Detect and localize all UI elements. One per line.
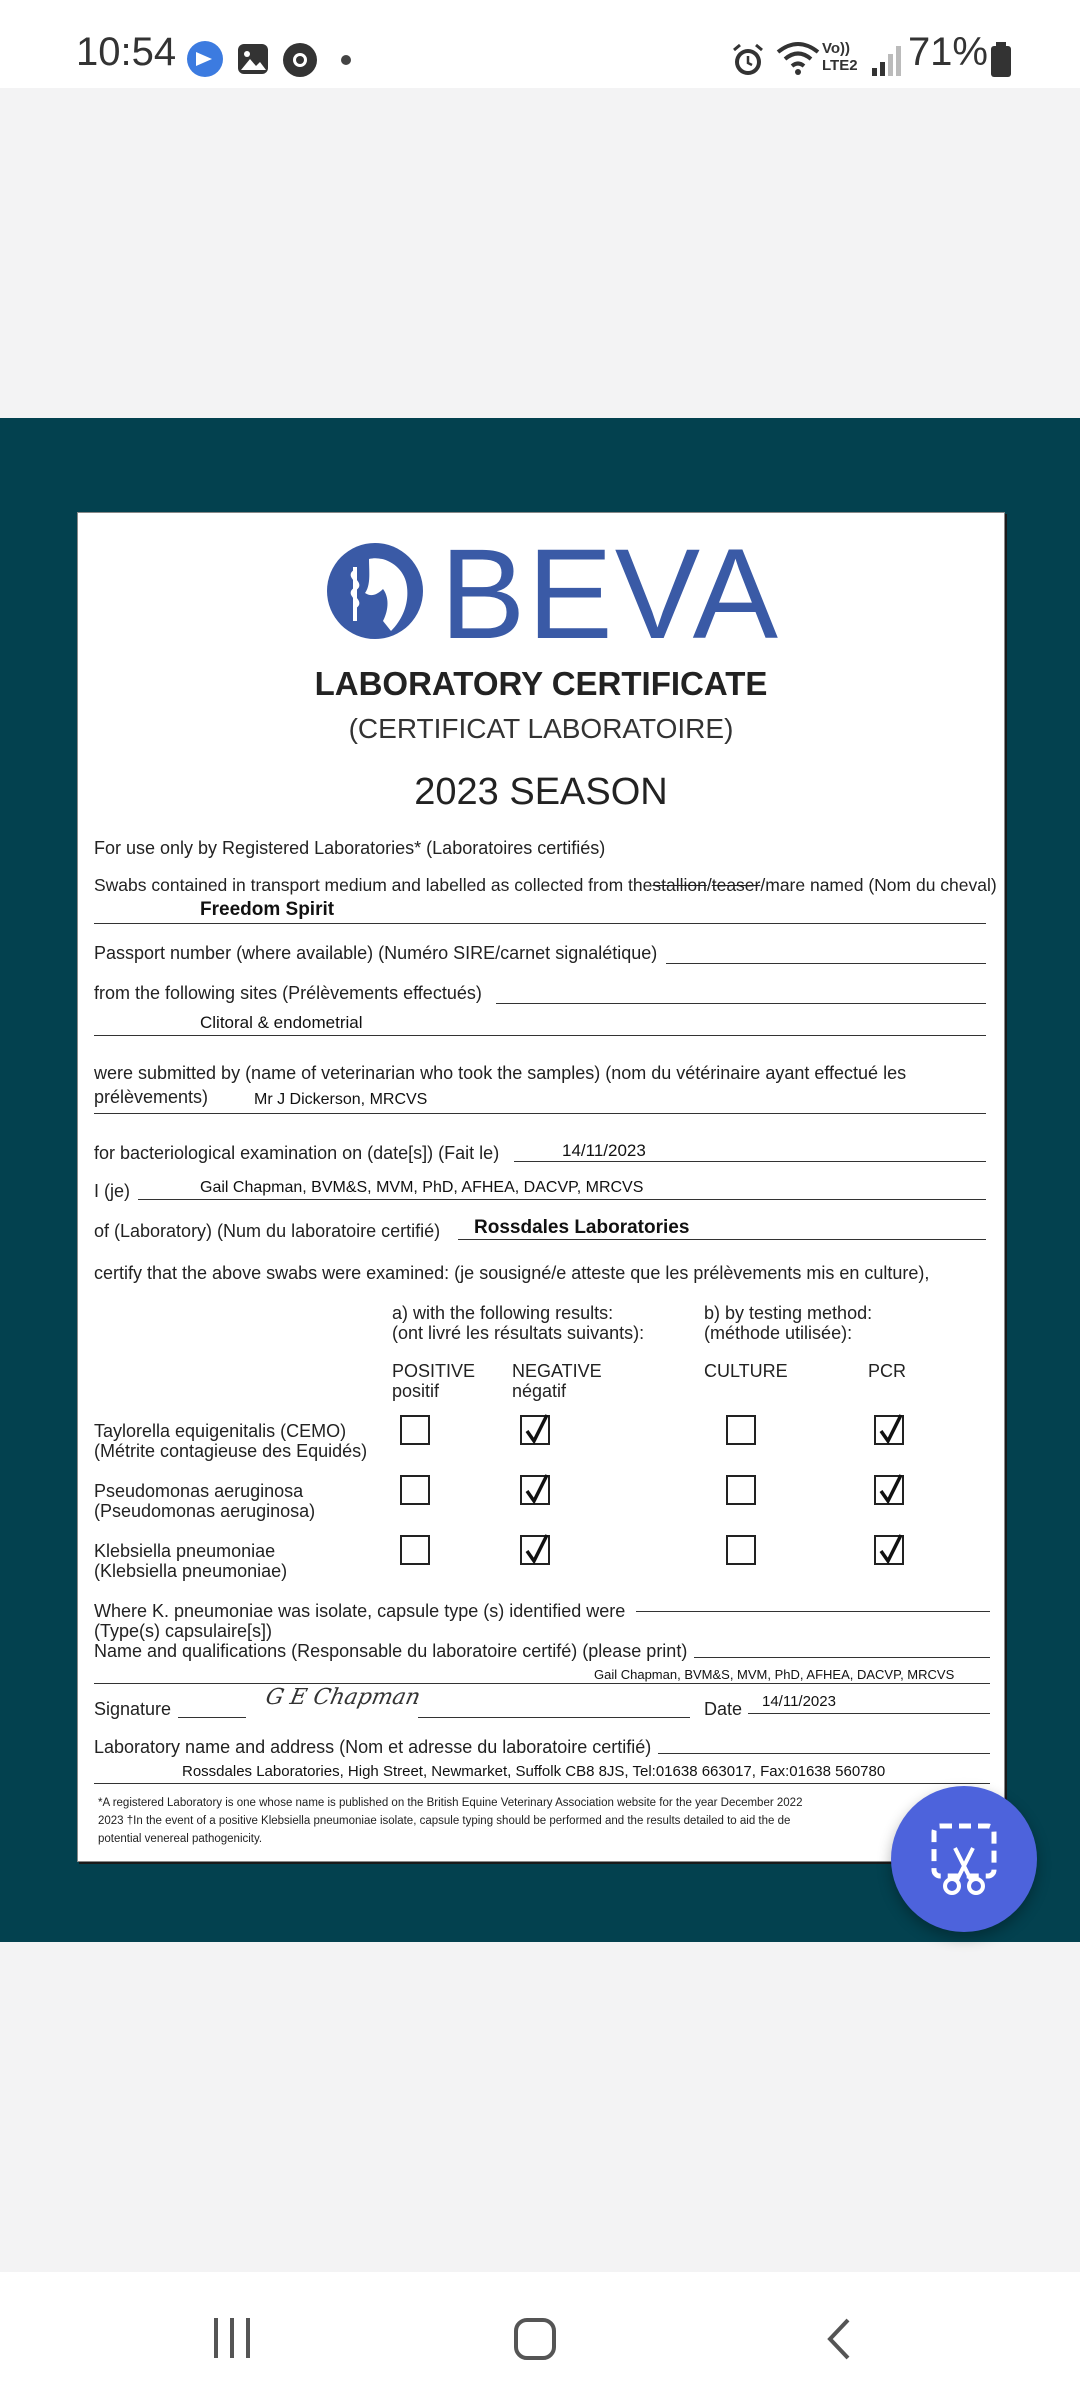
signal-icon [870,44,904,76]
recents-icon[interactable] [210,2316,254,2360]
footnote-1: *A registered Laboratory is one whose name is published on the British Equine Veterinary Association website for the year December 2022 [98,1797,803,1809]
smart-select-button[interactable] [891,1786,1037,1932]
name-qual-value: Gail Chapman, BVM&S, MVM, PhD, AFHEA, DACVP, MRCVS [594,1667,955,1682]
battery-icon [990,42,1012,78]
sites-label: from the following sites (Prélèvements effectués) [94,983,482,1003]
navigation-bar [0,2272,1080,2400]
date-label: Date [704,1699,743,1719]
vet-name-value: Mr J Dickerson, MRCVS [254,1091,428,1108]
checkbox-pcr[interactable] [874,1535,904,1565]
i-line [138,1199,986,1200]
row-klebsiella-label: Klebsiella pneumoniae [94,1541,276,1561]
col-negative: NEGATIVE [512,1361,602,1381]
checkmark-icon [877,1533,907,1567]
results-heading-fr: (ont livré les résultats suivants): [392,1323,645,1343]
col-positive: POSITIVE [392,1361,476,1381]
certifier-name-value: Gail Chapman, BVM&S, MVM, PhD, AFHEA, DACVP, MRCVS [200,1179,644,1196]
certificate-document[interactable] [77,512,1005,1862]
footnote-3: potential venereal pathogenicity. [98,1833,263,1845]
i-label: I (je) [94,1181,130,1201]
season-heading: 2023 SEASON [414,771,668,813]
row-taylorella-label: Taylorella equigenitalis (CEMO) [94,1421,347,1441]
kpn-line [636,1611,990,1612]
sites-line [496,1003,986,1004]
swabs-label: Swabs contained in transport medium and labelled as collected from thestallion/teaser/mare named (Nom du cheval) [94,875,997,895]
lab-value: Rossdales Laboratories [474,1217,690,1238]
date-line [748,1713,990,1714]
screenshot-scissors-icon [891,1786,1037,1932]
checkmark-icon [523,1533,553,1567]
checkmark-icon [523,1413,553,1447]
col-culture: CULTURE [704,1361,788,1381]
certificate-subtitle: (CERTIFICAT LABORATOIRE) [348,713,734,744]
exam-date-label: for bacteriological examination on (date[s]) (Fait le) [94,1143,500,1163]
checkbox-positive[interactable] [400,1415,430,1445]
row-pseudomonas-label-fr: (Pseudomonas aeruginosa) [94,1501,316,1521]
date-value: 14/11/2023 [762,1693,836,1710]
name-qual-label: Name and qualifications (Responsable du laboratoire certifé) (please print) [94,1641,688,1661]
submitted-label: were submitted by (name of veterinarian who took the samples) (nom du vétérinaire ayant effectué les [94,1063,907,1083]
checkmark-icon [523,1473,553,1507]
footnote-2: 2023 †In the event of a positive Klebsiella pneumoniae isolate, capsule typing should be performed and the results detailed to aid the de [98,1815,791,1827]
horse-name-value: Freedom Spirit [200,899,335,920]
kpn-capsule-label: Where K. pneumoniae was isolate, capsule type (s) identified were [94,1601,626,1621]
checkbox-pcr[interactable] [874,1475,904,1505]
gallery-icon [236,42,270,76]
alarm-icon [730,42,766,78]
divider [94,1783,990,1784]
checkmark-icon [877,1473,907,1507]
results-heading: a) with the following results: [392,1303,614,1323]
method-heading: b) by testing method: [704,1303,873,1323]
status-bar [0,0,1080,88]
back-icon[interactable] [822,2316,856,2362]
checkbox-positive[interactable] [400,1535,430,1565]
kpn-capsule-label-fr: (Type(s) capsulaire[s]) [94,1621,273,1641]
status-time: 10:54 [76,30,177,74]
checkbox-pcr[interactable] [874,1415,904,1445]
home-icon[interactable] [512,2316,558,2362]
col-negative-fr: négatif [512,1381,567,1401]
chrome-icon [282,42,318,78]
certify-statement: certify that the above swabs were examined: (je sousigné/e atteste que les prélèvements mis en culture), [94,1263,930,1283]
passport-label: Passport number (where available) (Numéro SIRE/carnet signalétique) [94,943,658,963]
passport-line [666,963,986,964]
signature-line [178,1717,246,1718]
exam-date-value: 14/11/2023 [562,1141,646,1160]
checkbox-negative[interactable] [520,1415,550,1445]
method-heading-fr: (méthode utilisée): [704,1323,853,1343]
submitted-label-2: prélèvements) [94,1087,209,1107]
checkbox-culture[interactable] [726,1475,756,1505]
checkbox-negative[interactable] [520,1475,550,1505]
lab-label: of (Laboratory) (Num du laboratoire certifié) [94,1221,441,1241]
lab-address-label: Laboratory name and address (Nom et adresse du laboratoire certifié) [94,1737,652,1757]
checkbox-culture[interactable] [726,1535,756,1565]
sites-value: Clitoral & endometrial [200,1013,363,1032]
lab-address-value: Rossdales Laboratories, High Street, Newmarket, Suffolk CB8 8JS, Tel:01638 663017, Fax:01638 560780 [182,1763,886,1780]
signature-line-2 [418,1717,690,1718]
dot-icon [340,54,352,66]
divider [94,923,986,924]
checkbox-negative[interactable] [520,1535,550,1565]
signature-label: Signature [94,1699,172,1719]
battery-percent: 71% [907,30,988,74]
col-pcr: PCR [868,1361,907,1381]
lab-line [458,1239,986,1240]
beva-logo-text: BEVA [440,523,780,666]
wifi-icon [776,40,820,78]
row-klebsiella-label-fr: (Klebsiella pneumoniae) [94,1561,288,1581]
network-label: Vo)) LTE2 [822,40,858,74]
divider [94,1683,990,1684]
row-pseudomonas-label: Pseudomonas aeruginosa [94,1481,304,1501]
use-only-note: For use only by Registered Laboratories* (Laboratoires certifiés) [94,838,606,858]
certificate-title: LABORATORY CERTIFICATE [314,665,768,702]
checkbox-positive[interactable] [400,1475,430,1505]
beva-horse-logo-icon [325,541,425,641]
checkbox-culture[interactable] [726,1415,756,1445]
divider [94,1035,986,1036]
col-positive-fr: positif [392,1381,440,1401]
divider [94,1113,986,1114]
name-qual-line [694,1657,990,1658]
signature-image: G E Chapman [263,1685,423,1710]
meet-icon [186,40,224,78]
row-taylorella-label-fr: (Métrite contagieuse des Equidés) [94,1441,368,1461]
exam-date-line [514,1161,986,1162]
checkmark-icon [877,1413,907,1447]
lab-address-line [658,1753,990,1754]
